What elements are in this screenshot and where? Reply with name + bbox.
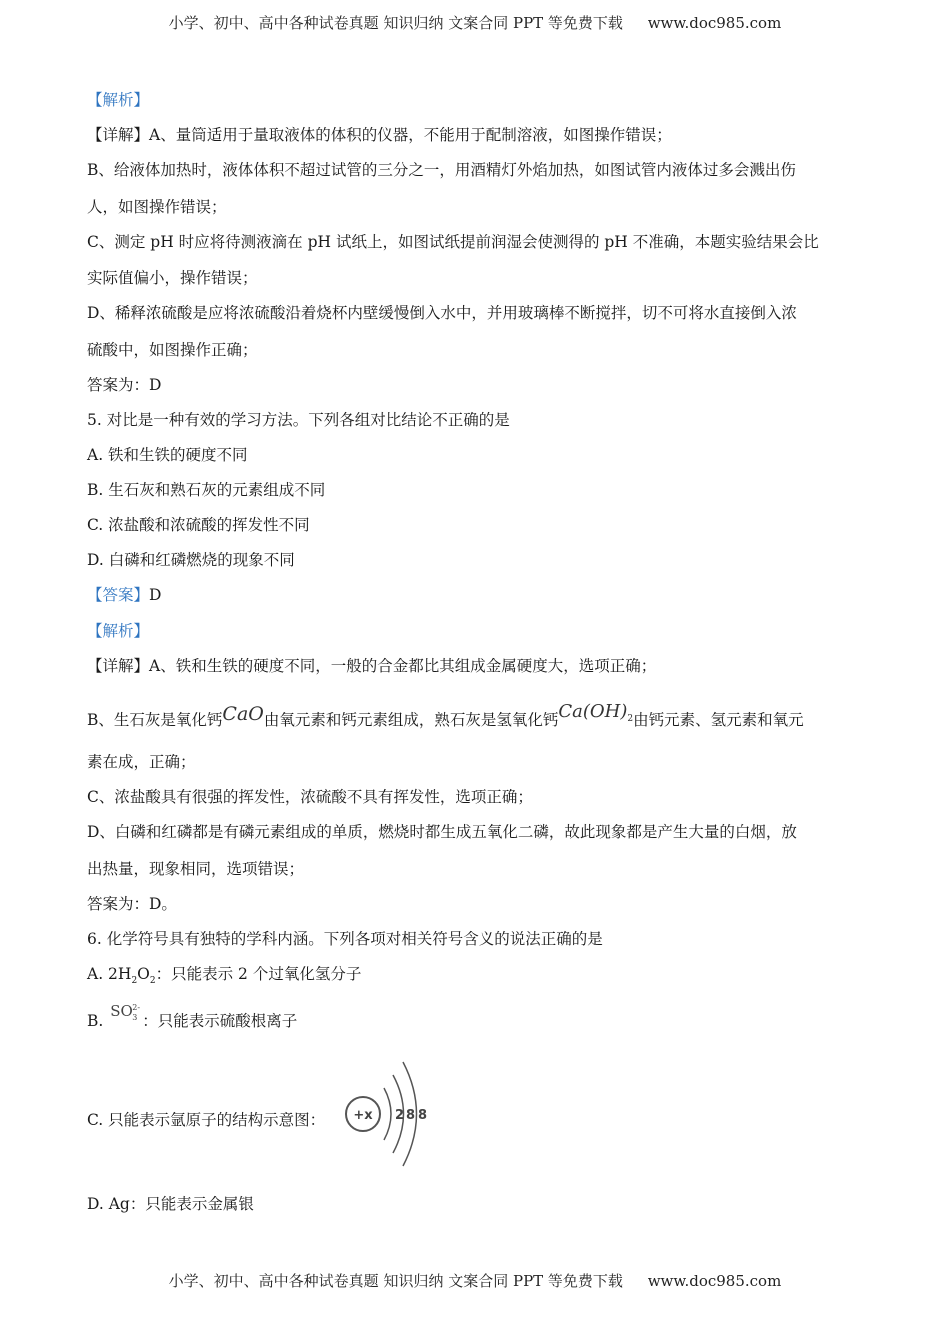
electron-count-2: 8 [406,1108,416,1123]
q4-analysis-tag [87,90,149,110]
detail-label: 【详解】 [87,657,150,675]
q5-stem: 5. 对比是一种有效的学习方法。下列各组对比结论不正确的是 [87,411,510,429]
q5-option-d: D. 白磷和红磷燃烧的现象不同 [87,551,295,569]
q5-detail-d2: 出热量，现象相同，选项错误； [87,860,305,878]
formula-so3 [108,1002,142,1031]
q5-option-a: A. 铁和生铁的硬度不同 [87,446,248,464]
detail-b-pre: B、生石灰是氧化钙 [87,711,223,729]
q6-option-b [87,1002,298,1031]
formula-cao: CaO [222,703,264,725]
formula-caoh2-main: Ca(OH) [558,701,628,722]
electron-count-3: 8 [418,1108,428,1123]
so3-main: SO [110,1002,133,1020]
q6-option-a [87,964,361,991]
q5-answer-row [87,585,161,605]
q4-answer: 答案为：D [87,376,162,394]
analysis-label: 【解析】 [87,91,150,109]
q5-option-c: C. 浓盐酸和浓硫酸的挥发性不同 [87,516,310,534]
q6-option-c: C. 只能表示氩原子的结构示意图： [87,1111,326,1129]
q5-detail-b1 [87,702,804,730]
formula-caoh2-sub: 2 [627,714,634,724]
option-b-text: ：只能表示硫酸根离子 [142,1012,298,1030]
q5-detail-d1: D、白磷和红磷都是有磷元素组成的单质，燃烧时都生成五氧化二磷，故此现象都是产生大量的白烟，放 [87,823,797,841]
q5-answer: 答案为：D。 [87,895,177,913]
q4-detail-d2: 硫酸中，如图操作正确； [87,341,258,359]
q5-analysis-tag [87,621,149,641]
page-header [0,12,950,33]
option-a-sub2: 2 [149,976,156,986]
analysis-label: 【解析】 [87,622,150,640]
header-url[interactable]: www.doc985.com [647,14,782,32]
q4-detail-c1: C、测定 pH 时应将待测液滴在 pH 试纸上，如图试纸提前润湿会使测得的 pH 不准确，本题实验结果会比 [87,233,819,251]
detail-b-post: 由钙元素、氢元素和氧元 [633,711,804,729]
formula-caoh2 [558,701,633,722]
option-a-text: ：只能表示 2 个过氧化氢分子 [155,965,362,983]
header-text: 小学、初中、高中各种试卷真题 知识归纳 文案合同 PPT 等免费下载 [168,14,623,32]
q5-detail-b2: 素在成，正确； [87,753,196,771]
option-b-prefix: B. [87,1012,104,1030]
option-a-prefix: A. 2H [87,965,132,983]
answer-label: 【答案】 [87,586,150,604]
footer-url[interactable]: www.doc985.com [647,1272,782,1290]
q5-detail-c: C、浓盐酸具有很强的挥发性，浓硫酸不具有挥发性，选项正确； [87,788,533,806]
q6-option-d: D. Ag：只能表示金属银 [87,1195,254,1213]
detail-label: 【详解】 [87,126,150,144]
q6-stem: 6. 化学符号具有独特的学科内涵。下列各项对相关符号含义的说法正确的是 [87,930,603,948]
q4-detail-b1: B、给液体加热时，液体体积不超过试管的三分之一，用酒精灯外焰加热，如图试管内液体过多会溅出伤 [87,161,796,179]
detail-text: A、量筒适用于量取液体的体积的仪器，不能用于配制溶液，如图操作错误； [149,126,672,144]
q4-detail-d1: D、稀释浓硫酸是应将浓硫酸沿着烧杯内壁缓慢倒入水中，并用玻璃棒不断搅拌，切不可将水直接倒入浓 [87,304,797,322]
option-a-sub1: 2 [131,976,138,986]
q5-detail-a [87,656,656,676]
q4-detail-c2: 实际值偏小，操作错误； [87,269,258,287]
detail-b-mid: 由氧元素和钙元素组成，熟石灰是氢氧化钙 [263,711,559,729]
so3-sup: 2- [132,1003,141,1012]
q5-option-b: B. 生石灰和熟石灰的元素组成不同 [87,481,326,499]
option-a-mid: O [137,965,150,983]
answer-value: D [149,586,162,604]
so3-sub: 3 [132,1013,138,1022]
q4-detail-b2: 人，如图操作错误； [87,198,227,216]
detail-text: A、铁和生铁的硬度不同，一般的合金都比其组成金属硬度大，选项正确； [149,657,657,675]
electron-count-1: 2 [395,1108,405,1123]
footer-text: 小学、初中、高中各种试卷真题 知识归纳 文案合同 PPT 等免费下载 [168,1272,623,1290]
q4-detail-a [87,125,672,145]
atom-nucleus-label: +x [353,1108,373,1123]
page-footer [0,1270,950,1291]
electron-shell-1 [384,1088,391,1140]
atom-structure-diagram [340,1058,440,1170]
